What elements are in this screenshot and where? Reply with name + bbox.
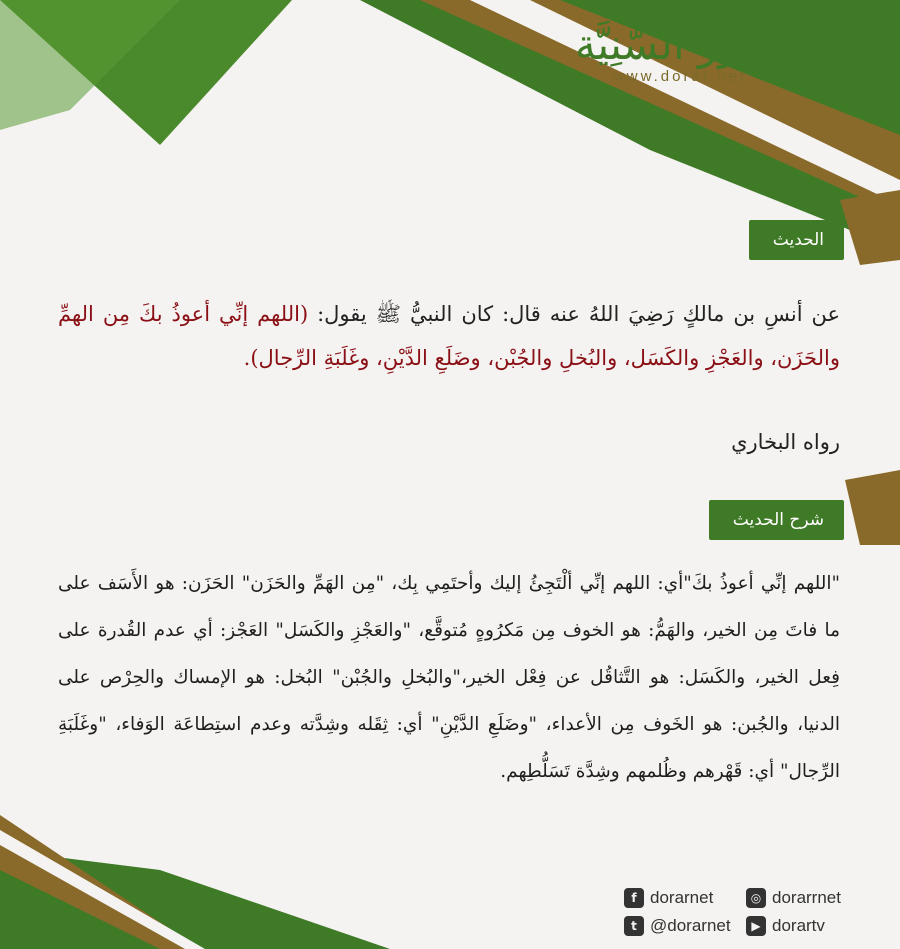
hadith-source: رواه البخاري	[731, 430, 840, 454]
facebook-icon: f	[624, 888, 644, 908]
youtube-link[interactable]	[746, 916, 825, 936]
facebook-link[interactable]	[624, 888, 713, 908]
sharh-text: "اللهم إنِّي أعوذُ بكَ"أي: اللهم إنِّي ألْتَجِئُ إليك وأحتَمِي بِك، "مِن الهَمِّ والحَزَن" الحَزَن: هو الأَسَف على ما فاتَ مِن الخير، والهَمُّ: هو الخوف مِن مَكرُوهٍ مُتوقَّع، "والعَجْزِ والكَسَل" العَجْز: أي عدم القُدرة على فِعل الخير، والكَسَل: هو التَّثاقُل عن فِعْل الخير،"والبُخلِ والجُبْن" البُخل: هو الإمساك والحِرْص على الدنيا، والجُبن: هو الخَوف مِن الأعداء، "وضَلَعِ الدَّيْنِ" أي: ثِقَله وشِدَّته وعدم استِطاعَة الوَفاء، "وغَلَبَةِ الرِّجال" أي: قَهْرهم وظُلمهم وشِدَّة تَسَلُّطِهم.	[58, 573, 840, 782]
hadith-section-label: الحديث	[749, 220, 844, 260]
hadith-text	[58, 292, 840, 380]
twitter-link[interactable]	[624, 916, 731, 936]
sharh-section-label: شرح الحديث	[709, 500, 844, 540]
tag-right-gold-2	[845, 470, 900, 545]
instagram-handle: dorarrnet	[772, 888, 841, 907]
social-links	[624, 884, 860, 944]
twitter-icon: t	[624, 916, 644, 936]
hadith-narration: عن أنسِ بن مالكٍ رَضِيَ اللهُ عنه قال: كان النبيُّ ﷺ يقول:	[308, 302, 840, 326]
youtube-icon: ▶	[746, 916, 766, 936]
instagram-icon: ◎	[746, 888, 766, 908]
instagram-link[interactable]	[746, 888, 841, 908]
twitter-handle: @dorarnet	[650, 916, 731, 935]
facebook-handle: dorarnet	[650, 888, 714, 907]
youtube-handle: dorartv	[772, 916, 825, 935]
brand-site: www.dorar.net	[612, 68, 748, 85]
tag-right-gold-1	[840, 190, 900, 265]
brand-name: الدُّرَرُ السَّنِيَّة	[574, 20, 786, 69]
hadith-quote: (اللهم إنِّي أعوذُ بكَ مِن الهمِّ والحَزَن، والعَجْزِ والكَسَل، والبُخلِ والجُبْن، وضَلَعِ الدَّيْنِ، وغَلَبَةِ الرِّجال).	[58, 302, 840, 370]
brand-logo	[570, 18, 790, 85]
